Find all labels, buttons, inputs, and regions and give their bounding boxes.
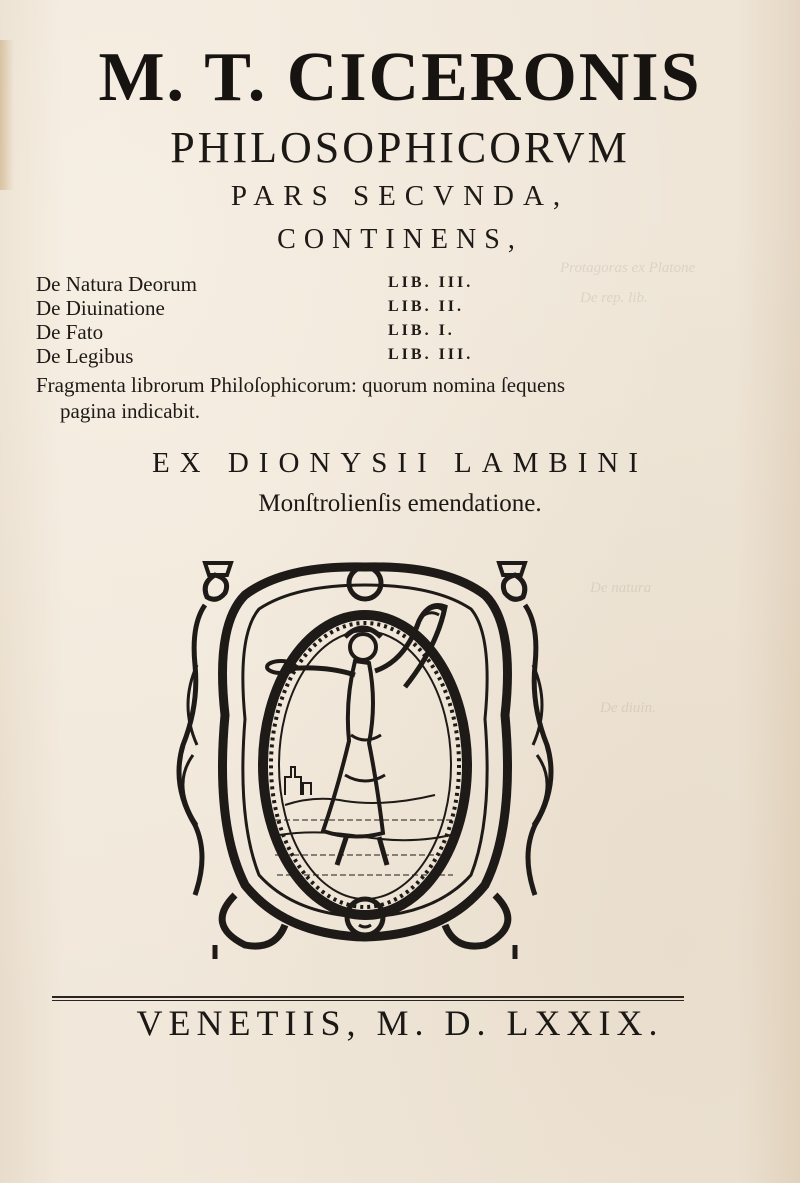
bleed-through: De diuin. — [600, 700, 656, 716]
contents-item — [36, 296, 736, 320]
bleed-through: De rep. lib. — [580, 290, 648, 306]
work-title: De Fato — [36, 320, 104, 344]
title-work: PHILOSOPHICORVM — [170, 123, 630, 172]
editor-name: EX DIONYSII LAMBINI — [151, 447, 649, 479]
work-books: LIB. III. — [388, 274, 474, 291]
work-title: De Natura Deorum — [36, 272, 197, 296]
imprint-place-date: VENETIIS, M. D. LXXIX. — [136, 1003, 664, 1043]
fragmenta-line-2: pagina indicabit. — [60, 399, 200, 423]
title-author: M. T. CICERONIS — [98, 39, 702, 116]
printers-device-woodcut — [175, 555, 555, 965]
title-part: PARS SECVNDA, — [230, 180, 570, 212]
figure-head — [350, 634, 376, 660]
distant-town — [285, 767, 311, 795]
top-mask — [349, 567, 381, 599]
work-books: LIB. I. — [388, 322, 455, 339]
title-containing: CONTINENS, — [277, 224, 523, 255]
fragmenta-note — [36, 372, 696, 424]
work-title: De Legibus — [36, 344, 134, 368]
figure-legs — [337, 835, 387, 865]
contents-item — [36, 272, 736, 296]
bleed-through: De natura — [590, 580, 652, 596]
bleed-through: Protagoras ex Platone — [560, 260, 696, 276]
left-urn — [205, 563, 231, 575]
work-books: LIB. III. — [388, 346, 474, 363]
editor-emendation: Monſtrolienſis emendatione. — [258, 490, 542, 517]
landscape-horizon — [279, 795, 459, 840]
work-title: De Diuinatione — [36, 296, 165, 320]
imprint-rule-thin — [52, 1000, 684, 1001]
imprint-rule — [52, 996, 684, 998]
contents-item — [36, 320, 736, 344]
contents-item — [36, 344, 736, 368]
fragmenta-line: Fragmenta librorum Philoſophicorum: quorum nomina ſequens — [36, 373, 566, 397]
work-books: LIB. II. — [388, 298, 465, 315]
right-urn — [499, 563, 525, 575]
figure-body — [323, 661, 383, 837]
fragmenta-line — [36, 398, 696, 424]
contents-list — [36, 272, 736, 368]
